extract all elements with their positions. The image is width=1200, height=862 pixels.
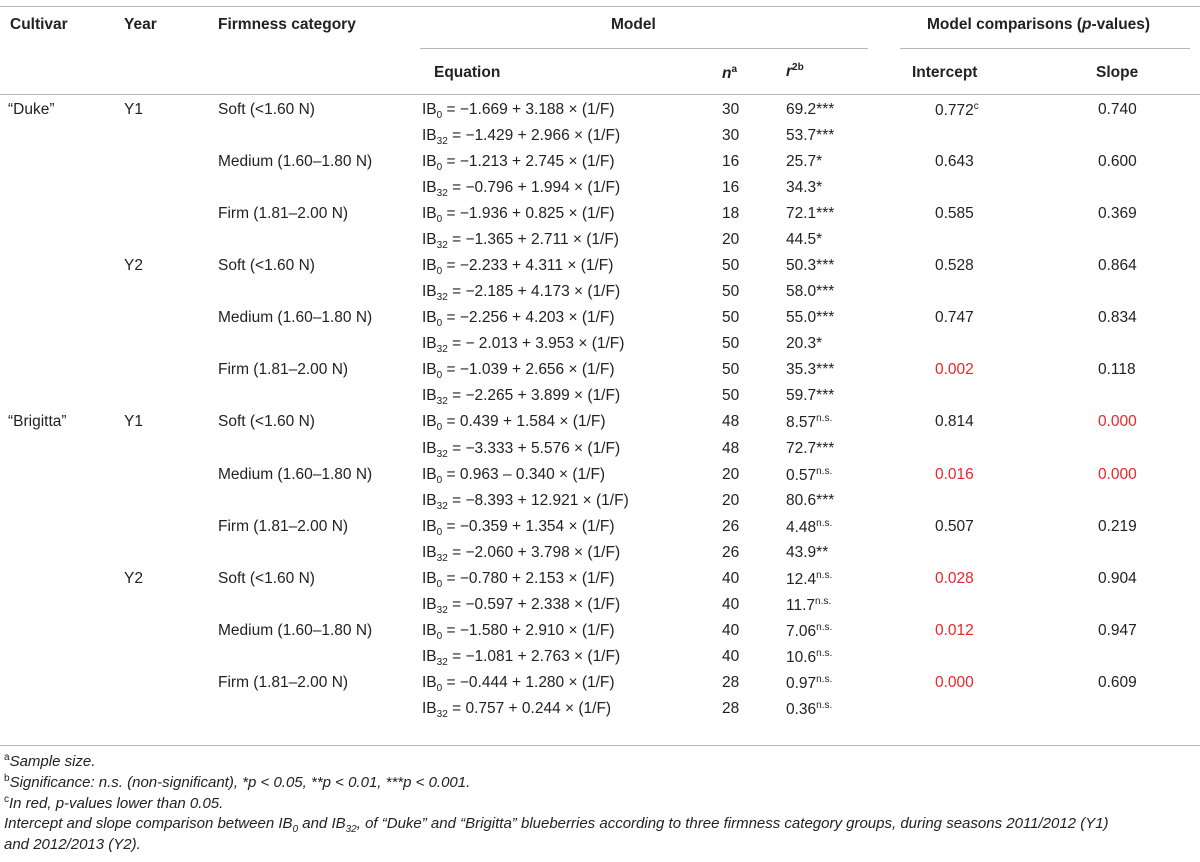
equation-subscript: 32 (436, 188, 448, 200)
equation-subscript: 0 (436, 631, 443, 643)
equation-cell (422, 440, 620, 460)
equation-subscript: 32 (436, 709, 448, 721)
equation-rhs: = −0.359 + 1.354 × (1/F) (442, 518, 615, 535)
caption-sub-0: 0 (292, 824, 299, 835)
significance-mark: n.s. (815, 596, 832, 607)
equation-subscript: 32 (436, 240, 448, 252)
sample-size-cell: 16 (722, 153, 740, 170)
header-r-letter: r (786, 63, 793, 81)
r2-cell (786, 335, 822, 353)
r2-cell (786, 622, 832, 641)
model-rule (420, 48, 868, 49)
sample-size-cell: 40 (722, 622, 740, 639)
r2-cell (786, 518, 832, 537)
equation-cell (422, 570, 615, 590)
significance-mark: * (816, 231, 823, 248)
bottom-rule (0, 745, 1200, 746)
equation-cell (422, 153, 615, 173)
significance-mark: *** (816, 361, 835, 378)
intercept-p-value (935, 570, 974, 588)
slope-p-value: 0.219 (1098, 518, 1137, 535)
equation-cell (422, 361, 615, 381)
r2-value: 58.0 (786, 283, 817, 300)
year-cell: Y2 (124, 570, 143, 587)
equation-ib-symbol: IB (422, 127, 437, 144)
equation-cell (422, 518, 615, 538)
r2-cell (786, 101, 834, 119)
sample-size-cell: 28 (722, 700, 740, 717)
header-comparisons (927, 16, 1150, 34)
footnote-b (4, 773, 470, 791)
equation-subscript: 0 (436, 162, 443, 174)
equation-ib-symbol: IB (422, 648, 437, 665)
slope-p-value: 0.000 (1098, 466, 1137, 483)
r2-cell (786, 466, 832, 485)
equation-cell (422, 413, 606, 433)
intercept-value: 0.028 (935, 570, 974, 587)
equation-ib-symbol: IB (422, 205, 437, 222)
top-rule (0, 6, 1200, 7)
header-bottom-rule (0, 94, 1200, 95)
r2-value: 10.6 (786, 649, 817, 667)
intercept-value: 0.747 (935, 309, 974, 326)
intercept-p-value (935, 361, 974, 379)
caption-sub-32: 32 (345, 824, 357, 835)
equation-subscript: 0 (436, 214, 443, 226)
intercept-p-value (935, 413, 974, 431)
intercept-p-value (935, 153, 974, 171)
equation-rhs: = −0.796 + 1.994 × (1/F) (447, 179, 621, 196)
header-model: Model (611, 16, 656, 33)
footnote-a-text: Sample size. (9, 753, 96, 770)
equation-subscript: 0 (436, 266, 443, 278)
firmness-category-cell: Medium (1.60–1.80 N) (218, 622, 373, 639)
equation-rhs: = −1.936 + 0.825 × (1/F) (442, 205, 615, 222)
equation-ib-symbol: IB (422, 622, 437, 639)
significance-mark: ** (816, 544, 829, 561)
sample-size-cell: 40 (722, 648, 740, 665)
r2-value: 25.7 (786, 153, 817, 170)
sample-size-cell: 50 (722, 387, 740, 404)
significance-mark: * (816, 179, 823, 196)
equation-ib-symbol: IB (422, 518, 437, 535)
equation-ib-symbol: IB (422, 387, 437, 404)
firmness-category-cell: Firm (1.81–2.00 N) (218, 361, 349, 378)
r2-cell (786, 413, 832, 432)
slope-p-value: 0.118 (1098, 361, 1136, 378)
r2-value: 12.4 (786, 571, 817, 589)
r2-value: 4.48 (786, 519, 817, 537)
sample-size-cell: 20 (722, 466, 740, 483)
equation-subscript: 32 (436, 344, 448, 356)
header-slope: Slope (1096, 64, 1139, 81)
footnote-b-mark: b (4, 773, 10, 784)
equation-cell (422, 492, 629, 512)
r2-value: 8.57 (786, 414, 817, 432)
equation-subscript: 0 (436, 579, 443, 591)
sample-size-cell: 16 (722, 179, 740, 196)
table-caption-line-1 (4, 815, 1109, 835)
header-equation: Equation (434, 64, 501, 81)
intercept-value: 0.643 (935, 153, 974, 170)
equation-subscript: 0 (436, 683, 443, 695)
equation-rhs: = −1.213 + 2.745 × (1/F) (442, 153, 615, 170)
r2-value: 34.3 (786, 179, 817, 196)
significance-mark: *** (816, 257, 835, 274)
intercept-value: 0.772 (935, 102, 974, 120)
year-cell: Y2 (124, 257, 143, 274)
equation-cell (422, 544, 620, 564)
equation-ib-symbol: IB (422, 361, 437, 378)
sample-size-cell: 30 (722, 101, 740, 118)
equation-cell (422, 231, 619, 251)
equation-ib-symbol: IB (422, 309, 437, 326)
intercept-p-value (935, 257, 974, 275)
equation-ib-symbol: IB (422, 257, 437, 274)
r2-value: 35.3 (786, 361, 817, 378)
equation-subscript: 32 (436, 605, 448, 617)
sample-size-cell: 18 (722, 205, 740, 222)
equation-subscript: 0 (436, 527, 443, 539)
r2-cell (786, 648, 832, 667)
r2-cell (786, 283, 834, 301)
r2-value: 53.7 (786, 127, 817, 144)
r2-value: 50.3 (786, 257, 817, 274)
r2-cell (786, 387, 834, 405)
equation-rhs: = −2.060 + 3.798 × (1/F) (447, 544, 621, 561)
header-n-sup: a (731, 64, 738, 75)
equation-subscript: 32 (436, 136, 448, 148)
significance-mark: n.s. (816, 622, 833, 633)
r2-cell (786, 492, 834, 510)
equation-rhs: = −1.081 + 2.763 × (1/F) (447, 648, 621, 665)
equation-subscript: 32 (436, 657, 448, 669)
sample-size-cell: 20 (722, 231, 740, 248)
r2-value: 11.7 (786, 597, 816, 615)
r2-value: 20.3 (786, 335, 817, 352)
significance-mark: n.s. (816, 700, 833, 711)
sample-size-cell: 26 (722, 544, 740, 561)
intercept-value: 0.528 (935, 257, 974, 274)
sample-size-cell: 48 (722, 413, 740, 430)
intercept-p-value (935, 674, 974, 692)
sample-size-cell: 50 (722, 361, 740, 378)
equation-subscript: 0 (436, 370, 443, 382)
r2-value: 43.9 (786, 544, 817, 561)
equation-rhs: = −3.333 + 5.576 × (1/F) (447, 440, 621, 457)
header-comparisons-prefix: Model comparisons ( (927, 16, 1083, 33)
equation-ib-symbol: IB (422, 466, 437, 483)
sample-size-cell: 48 (722, 440, 740, 457)
equation-cell (422, 257, 613, 277)
significance-mark: * (816, 153, 823, 170)
firmness-category-cell: Medium (1.60–1.80 N) (218, 466, 373, 483)
footnote-a (4, 752, 95, 770)
intercept-value: 0.814 (935, 413, 974, 430)
sample-size-cell: 28 (722, 674, 740, 691)
r2-cell (786, 361, 834, 379)
significance-mark: *** (816, 387, 835, 404)
equation-subscript: 32 (436, 396, 448, 408)
sample-size-cell: 50 (722, 283, 740, 300)
year-cell: Y1 (124, 101, 143, 118)
footnote-c-mark: c (4, 794, 9, 805)
equation-rhs: = −1.039 + 2.656 × (1/F) (442, 361, 615, 378)
caption-part-1: Intercept and slope comparison between IB (4, 815, 293, 832)
equation-rhs: = −1.365 + 2.711 × (1/F) (447, 231, 619, 248)
equation-cell (422, 205, 615, 225)
significance-mark: n.s. (816, 570, 833, 581)
equation-cell (422, 101, 615, 121)
r2-cell (786, 674, 832, 693)
r2-value: 7.06 (786, 623, 817, 641)
significance-mark: *** (816, 492, 835, 509)
equation-rhs: = −2.233 + 4.311 × (1/F) (442, 257, 614, 274)
significance-mark: n.s. (816, 648, 833, 659)
significance-mark: n.s. (816, 413, 833, 424)
equation-rhs: = −1.429 + 2.966 × (1/F) (447, 127, 621, 144)
comparisons-rule (900, 48, 1190, 49)
sample-size-cell: 20 (722, 492, 740, 509)
equation-cell (422, 283, 620, 303)
equation-rhs: = −1.580 + 2.910 × (1/F) (442, 622, 615, 639)
intercept-p-value (935, 518, 974, 536)
intercept-value: 0.002 (935, 361, 974, 378)
equation-rhs: = −0.597 + 2.338 × (1/F) (447, 596, 621, 613)
r2-value: 80.6 (786, 492, 817, 509)
equation-ib-symbol: IB (422, 335, 437, 352)
firmness-category-cell: Soft (<1.60 N) (218, 101, 315, 118)
firmness-category-cell: Firm (1.81–2.00 N) (218, 205, 349, 222)
equation-cell (422, 309, 615, 329)
header-n-letter: n (722, 65, 732, 83)
equation-cell (422, 674, 615, 694)
intercept-p-value (935, 466, 974, 484)
equation-ib-symbol: IB (422, 283, 437, 300)
footnote-b-text: Significance: n.s. (non-significant), *p < 0.05, **p < 0.01, ***p < 0.001. (9, 774, 471, 791)
equation-cell (422, 596, 620, 616)
cultivar-cell: “Brigitta” (8, 413, 67, 430)
r2-cell (786, 153, 822, 171)
header-r-sup: 2b (792, 62, 804, 73)
intercept-value: 0.507 (935, 518, 974, 535)
intercept-value: 0.012 (935, 622, 974, 639)
footnote-a-mark: a (4, 752, 10, 763)
significance-mark: *** (816, 309, 835, 326)
header-year: Year (124, 16, 157, 33)
equation-cell (422, 179, 620, 199)
significance-mark: * (816, 335, 823, 352)
header-r2 (786, 62, 804, 81)
sample-size-cell: 50 (722, 335, 740, 352)
intercept-p-value (935, 622, 974, 640)
r2-value: 69.2 (786, 101, 817, 118)
equation-ib-symbol: IB (422, 570, 437, 587)
firmness-category-cell: Soft (<1.60 N) (218, 257, 315, 274)
equation-ib-symbol: IB (422, 492, 437, 509)
header-n (722, 64, 737, 83)
r2-cell (786, 596, 831, 615)
equation-rhs: = 0.963 – 0.340 × (1/F) (442, 466, 606, 483)
equation-subscript: 0 (436, 475, 443, 487)
r2-cell (786, 231, 822, 249)
r2-cell (786, 257, 834, 275)
r2-value: 0.57 (786, 467, 817, 485)
significance-mark: n.s. (816, 466, 833, 477)
sample-size-cell: 50 (722, 309, 740, 326)
r2-cell (786, 205, 834, 223)
slope-p-value: 0.000 (1098, 413, 1137, 430)
slope-p-value: 0.947 (1098, 622, 1137, 639)
equation-subscript: 32 (436, 292, 448, 304)
equation-ib-symbol: IB (422, 179, 437, 196)
footnote-c-text: In red, p-values lower than 0.05. (9, 795, 224, 812)
slope-p-value: 0.740 (1098, 101, 1137, 118)
intercept-p-value (935, 205, 974, 223)
sample-size-cell: 40 (722, 596, 740, 613)
sample-size-cell: 40 (722, 570, 740, 587)
equation-cell (422, 648, 620, 668)
cultivar-cell: “Duke” (8, 101, 55, 118)
equation-rhs: = −2.185 + 4.173 × (1/F) (447, 283, 621, 300)
header-comparisons-p: p (1082, 16, 1092, 33)
r2-value: 0.36 (786, 701, 817, 719)
equation-cell (422, 335, 624, 355)
significance-mark: *** (816, 205, 835, 222)
r2-value: 0.97 (786, 675, 817, 693)
intercept-value: 0.016 (935, 466, 974, 483)
equation-subscript: 32 (436, 501, 448, 513)
equation-ib-symbol: IB (422, 596, 437, 613)
intercept-p-value (935, 309, 974, 327)
equation-rhs: = −0.444 + 1.280 × (1/F) (442, 674, 615, 691)
equation-rhs: = 0.757 + 0.244 × (1/F) (447, 700, 612, 717)
caption-part-3: , of “Duke” and “Brigitta” blueberries according to three firmness category groups, during seasons 2011/2012 (Y1) (356, 815, 1109, 832)
r2-value: 59.7 (786, 387, 817, 404)
equation-ib-symbol: IB (422, 231, 437, 248)
header-cultivar: Cultivar (10, 16, 68, 33)
header-comparisons-suffix: -values) (1091, 16, 1151, 33)
slope-p-value: 0.864 (1098, 257, 1137, 274)
firmness-category-cell: Firm (1.81–2.00 N) (218, 674, 349, 691)
equation-subscript: 0 (436, 110, 443, 122)
equation-subscript: 0 (436, 318, 443, 330)
slope-p-value: 0.369 (1098, 205, 1137, 222)
r2-cell (786, 127, 834, 145)
slope-p-value: 0.609 (1098, 674, 1137, 691)
equation-ib-symbol: IB (422, 413, 437, 430)
intercept-value: 0.000 (935, 674, 974, 691)
equation-ib-symbol: IB (422, 700, 437, 717)
equation-subscript: 32 (436, 449, 448, 461)
r2-cell (786, 570, 832, 589)
significance-mark: n.s. (816, 518, 833, 529)
equation-ib-symbol: IB (422, 153, 437, 170)
header-firmness: Firmness category (218, 16, 356, 33)
intercept-p-value (935, 101, 979, 120)
firmness-category-cell: Soft (<1.60 N) (218, 413, 315, 430)
firmness-category-cell: Medium (1.60–1.80 N) (218, 153, 373, 170)
equation-rhs: = − 2.013 + 3.953 × (1/F) (447, 335, 625, 352)
slope-p-value: 0.600 (1098, 153, 1137, 170)
equation-ib-symbol: IB (422, 544, 437, 561)
caption-part-2: and IB (298, 815, 346, 832)
equation-rhs: = −2.256 + 4.203 × (1/F) (442, 309, 615, 326)
equation-rhs: = −0.780 + 2.153 × (1/F) (442, 570, 615, 587)
footnote-c (4, 794, 223, 812)
equation-cell (422, 622, 615, 642)
year-cell: Y1 (124, 413, 143, 430)
equation-rhs: = −1.669 + 3.188 × (1/F) (442, 101, 615, 118)
firmness-category-cell: Medium (1.60–1.80 N) (218, 309, 373, 326)
firmness-category-cell: Soft (<1.60 N) (218, 570, 315, 587)
r2-cell (786, 309, 834, 327)
equation-cell (422, 700, 611, 720)
slope-p-value: 0.834 (1098, 309, 1137, 326)
equation-rhs: = −8.393 + 12.921 × (1/F) (447, 492, 629, 509)
r2-value: 55.0 (786, 309, 817, 326)
r2-cell (786, 544, 828, 562)
r2-value: 72.7 (786, 440, 817, 457)
equation-ib-symbol: IB (422, 440, 437, 457)
significance-mark: *** (816, 283, 835, 300)
r2-cell (786, 700, 832, 719)
r2-value: 44.5 (786, 231, 817, 248)
firmness-category-cell: Firm (1.81–2.00 N) (218, 518, 349, 535)
sample-size-cell: 26 (722, 518, 740, 535)
sample-size-cell: 30 (722, 127, 740, 144)
r2-value: 72.1 (786, 205, 817, 222)
equation-cell (422, 127, 620, 147)
significance-mark: *** (816, 127, 835, 144)
table-caption-line-2: and 2012/2013 (Y2). (4, 836, 141, 853)
equation-subscript: 0 (436, 422, 443, 434)
r2-cell (786, 440, 834, 458)
intercept-footnote-mark: c (973, 101, 979, 112)
r2-cell (786, 179, 822, 197)
equation-cell (422, 387, 620, 407)
significance-mark: *** (816, 440, 835, 457)
slope-p-value: 0.904 (1098, 570, 1137, 587)
equation-subscript: 32 (436, 553, 448, 565)
significance-mark: n.s. (816, 674, 833, 685)
equation-ib-symbol: IB (422, 674, 437, 691)
header-intercept: Intercept (912, 64, 978, 81)
equation-cell (422, 466, 605, 486)
equation-ib-symbol: IB (422, 101, 437, 118)
intercept-value: 0.585 (935, 205, 974, 222)
equation-rhs: = 0.439 + 1.584 × (1/F) (442, 413, 606, 430)
sample-size-cell: 50 (722, 257, 740, 274)
equation-rhs: = −2.265 + 3.899 × (1/F) (447, 387, 621, 404)
significance-mark: *** (816, 101, 835, 118)
